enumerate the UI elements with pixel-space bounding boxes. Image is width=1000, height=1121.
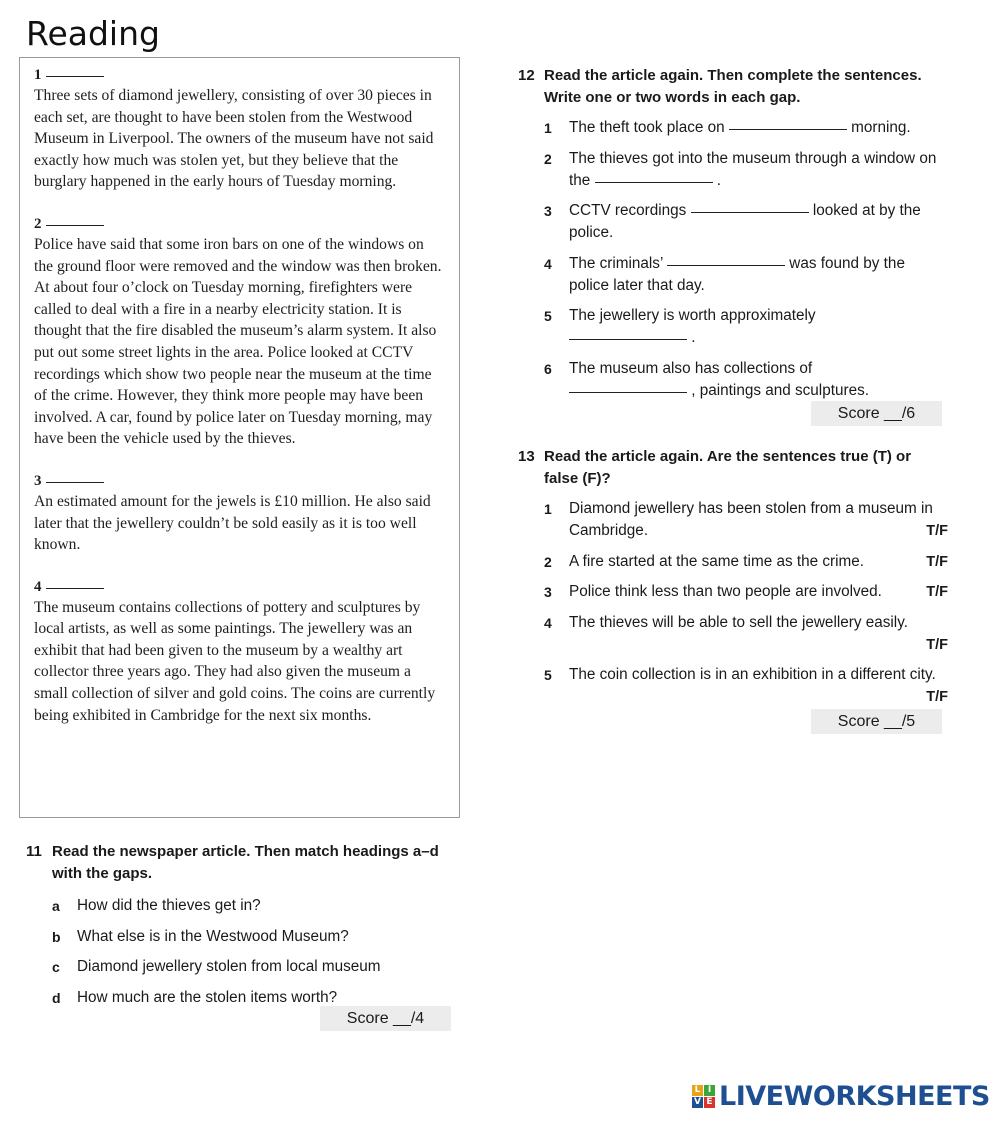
- list-item: c Diamond jewellery stolen from local museum: [52, 958, 381, 975]
- answer-blank-6[interactable]: [569, 392, 687, 393]
- question-12-heading: 12 Read the article again. Then complete the sentences. Write one or two words in each gap.: [518, 67, 922, 106]
- list-item: 3 CCTV recordings looked at by the police.: [544, 202, 921, 241]
- answer-blank-3[interactable]: [691, 212, 809, 213]
- true-false-toggle-4[interactable]: T/F: [926, 636, 948, 653]
- score-box-11: Score __/4: [320, 1006, 451, 1031]
- heading-gap-2[interactable]: [46, 225, 104, 226]
- list-item: 1 The theft took place on morning.: [544, 119, 911, 136]
- section-number-4: 4: [34, 577, 445, 597]
- heading-gap-1[interactable]: [46, 76, 104, 77]
- logo-blocks-icon: L I V E: [692, 1085, 716, 1109]
- true-false-toggle-5[interactable]: T/F: [926, 689, 948, 705]
- section-text-1: Three sets of diamond jewellery, consisting of over 30 pieces in each set, are thought to have been stolen from the Westwood Museum in Liverpool. The owners of the museum have not said exactly how much was stolen yet, but they believe that the burglary happened in the early hours of Tuesday morning.: [34, 87, 434, 191]
- list-item: 4 The thieves will be able to sell the jewellery easily. T/F: [544, 612, 948, 656]
- question-13-heading: 13 Read the article again. Are the sentences true (T) or false (F)?: [518, 448, 912, 487]
- section-text-3: An estimated amount for the jewels is £10 million. He also said later that the jewellery couldn’t be sold easily as it is too well known.: [34, 492, 431, 554]
- heading-gap-4[interactable]: [46, 588, 104, 589]
- heading-gap-3[interactable]: [46, 482, 104, 483]
- question-13: [518, 446, 948, 717]
- list-item: a How did the thieves get in?: [52, 897, 261, 914]
- answer-blank-2[interactable]: [595, 182, 713, 183]
- list-item: d How much are the stolen items worth?: [52, 988, 338, 1006]
- section-number-2: 2: [34, 214, 445, 234]
- list-item: 4 The criminals’ was found by the police later that day.: [544, 254, 905, 294]
- liveworksheets-logo: [692, 1081, 990, 1112]
- logo-text: LIVEWORKSHEETS: [719, 1081, 990, 1112]
- answer-blank-1[interactable]: [729, 129, 847, 130]
- newspaper-article: [19, 57, 460, 818]
- true-false-toggle-1[interactable]: T/F: [926, 523, 948, 539]
- list-item: 3 Police think less than two people are involved. T/F: [544, 581, 948, 603]
- list-item: b What else is in the Westwood Museum?: [52, 927, 349, 945]
- page-title: Reading: [26, 14, 160, 53]
- true-false-toggle-3[interactable]: T/F: [926, 584, 948, 600]
- answer-blank-4[interactable]: [667, 265, 785, 266]
- answer-blank-5[interactable]: [569, 339, 687, 340]
- list-item: 6 The museum also has collections of , paintings and sculptures.: [544, 359, 869, 399]
- true-false-toggle-2[interactable]: T/F: [926, 553, 948, 570]
- section-number-1: 1: [34, 65, 445, 85]
- section-text-4: The museum contains collections of pottery and sculptures by local artists, as well as some paintings. The jewellery was an exhibit that had been given to the museum by a wealthy art collector three years ago. They had also given the museum a small collection of silver and gold coins. The coins are currently being exhibited in Cambridge for the next six months.: [34, 598, 436, 724]
- list-item: 5 The jewellery is worth approximately .: [544, 307, 816, 346]
- question-11-heading: 11 Read the newspaper article. Then match headings a–d with the gaps.: [26, 843, 439, 882]
- section-text-2: Police have said that some iron bars on one of the windows on the ground floor were removed and the window was then broken. At about four o’clock on Tuesday morning, firefighters were called to deal with a fire in a nearby electricity station. It is thought that the fire disabled the museum’s alarm system. It also put out some street lights in the area. Police looked at CCTV recordings which show two people near the museum at the time of the crime. However, they think more people may have been involved. A car, found by police later on Tuesday morning, may have been the vehicle used by the thieves.: [34, 235, 442, 448]
- list-item: 2 The thieves got into the museum through a window on the .: [544, 149, 937, 189]
- score-box-13: Score __/5: [811, 709, 942, 734]
- score-box-12: Score __/6: [811, 401, 942, 426]
- list-item: 5 The coin collection is in an exhibition in a different city. T/F: [544, 664, 948, 708]
- section-number-3: 3: [34, 471, 445, 491]
- question-11: [26, 841, 456, 1017]
- question-12: [518, 65, 948, 410]
- list-item: 2 A fire started at the same time as the crime. T/F: [544, 551, 948, 573]
- list-item: 1 Diamond jewellery has been stolen from a museum in Cambridge. T/F: [544, 498, 948, 542]
